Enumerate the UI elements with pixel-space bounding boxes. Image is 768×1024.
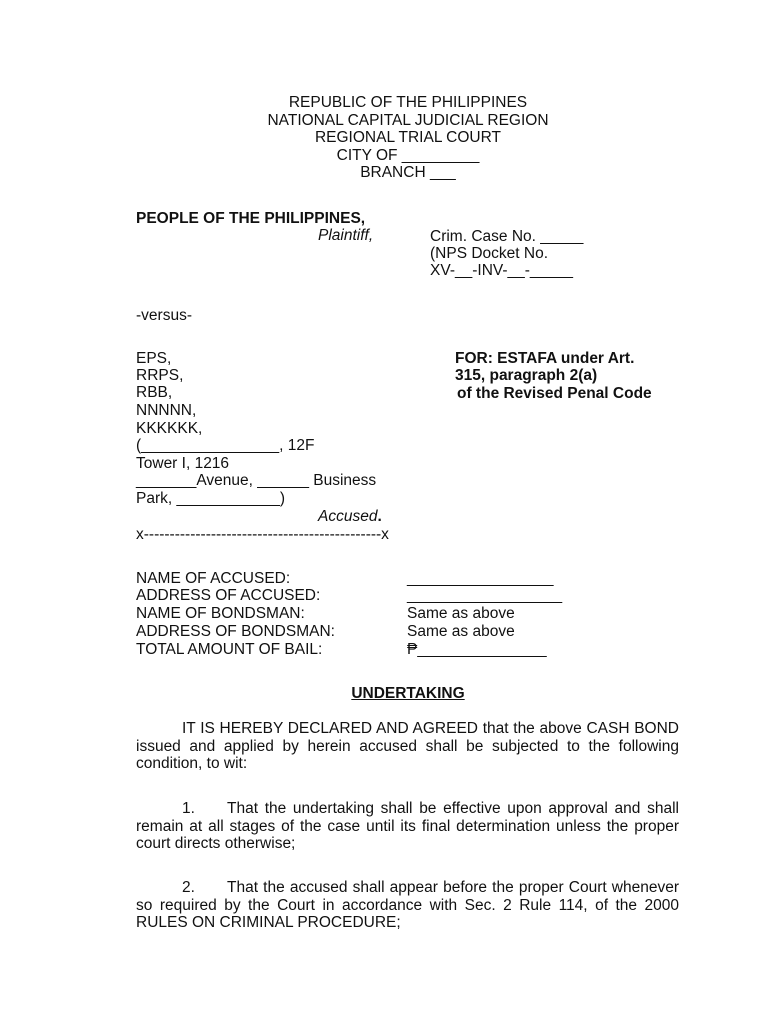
item-2-text: That the accused shall appear before the proper Court whenever so required by the Court in accordance with Sec. 2 Rule 114, of the 2000 RULES ON CRIMINAL PROCEDURE; xyxy=(136,879,679,931)
accused-role-word: Accused xyxy=(318,508,378,525)
accused-role-period: . xyxy=(377,508,382,525)
undertaking-intro: IT IS HEREBY DECLARED AND AGREED that the above CASH BOND issued and applied by herein accused shall be subjected to the following condition, to wit: xyxy=(136,720,679,772)
undertaking-item-1 xyxy=(136,800,679,853)
charge-line-2: 315, paragraph 2(a) xyxy=(455,367,598,384)
bail-label-name-accused: NAME OF ACCUSED: xyxy=(136,570,291,587)
accused-line-5: KKKKKK, xyxy=(136,420,203,437)
header-court: REGIONAL TRIAL COURT xyxy=(314,129,502,146)
versus-label: -versus- xyxy=(136,307,192,324)
header-republic: REPUBLIC OF THE PHILIPPINES xyxy=(288,94,528,111)
nps-docket-label: (NPS Docket No. xyxy=(430,245,549,262)
accused-line-7: Tower I, 1216 xyxy=(136,455,230,472)
item-2-number: 2. xyxy=(182,879,195,896)
accused-line-1: EPS, xyxy=(136,350,172,367)
bail-label-address-accused: ADDRESS OF ACCUSED: xyxy=(136,587,321,604)
item-1-number: 1. xyxy=(182,800,195,817)
court-header xyxy=(0,94,768,182)
accused-line-2: RRPS, xyxy=(136,367,184,384)
header-city: CITY OF _________ xyxy=(336,146,480,164)
undertaking-item-2 xyxy=(136,879,679,932)
docket-code: XV-__-INV-__-_____ xyxy=(430,262,574,279)
case-number: Crim. Case No. _____ xyxy=(430,228,584,245)
charge-line-3: of the Revised Penal Code xyxy=(457,385,652,402)
header-region: NATIONAL CAPITAL JUDICIAL REGION xyxy=(267,111,549,129)
bail-value-address-bondsman: Same as above xyxy=(407,623,515,640)
bail-value-name-accused: _________________ xyxy=(407,570,554,587)
bail-label-address-bondsman: ADDRESS OF BONDSMAN: xyxy=(136,623,335,640)
caption-separator: x----------------------------------------------x xyxy=(136,526,389,543)
bail-label-total-amount: TOTAL AMOUNT OF BAIL: xyxy=(136,641,323,658)
accused-line-9: Park, ____________) xyxy=(136,490,286,507)
bail-label-name-bondsman: NAME OF BONDSMAN: xyxy=(136,605,305,622)
accused-line-6: (________________, 12F xyxy=(136,437,315,454)
bail-value-address-accused: __________________ xyxy=(407,587,563,604)
accused-role xyxy=(318,508,382,526)
bail-value-name-bondsman: Same as above xyxy=(407,605,515,622)
plaintiff-role: Plaintiff, xyxy=(318,227,374,244)
header-branch: BRANCH ___ xyxy=(360,164,456,181)
accused-line-4: NNNNN, xyxy=(136,402,197,419)
undertaking-title: UNDERTAKING xyxy=(351,685,465,702)
charge-line-1: FOR: ESTAFA under Art. xyxy=(455,350,635,367)
accused-line-3: RBB, xyxy=(136,384,173,401)
item-1-text: That the undertaking shall be effective upon approval and shall remain at all stages of the case until its final determination unless the proper court directs otherwise; xyxy=(136,800,679,852)
accused-line-8: _______Avenue, ______ Business xyxy=(136,472,377,489)
plaintiff-name: PEOPLE OF THE PHILIPPINES, xyxy=(136,210,366,227)
bail-value-total-amount: ₱_______________ xyxy=(407,641,547,658)
